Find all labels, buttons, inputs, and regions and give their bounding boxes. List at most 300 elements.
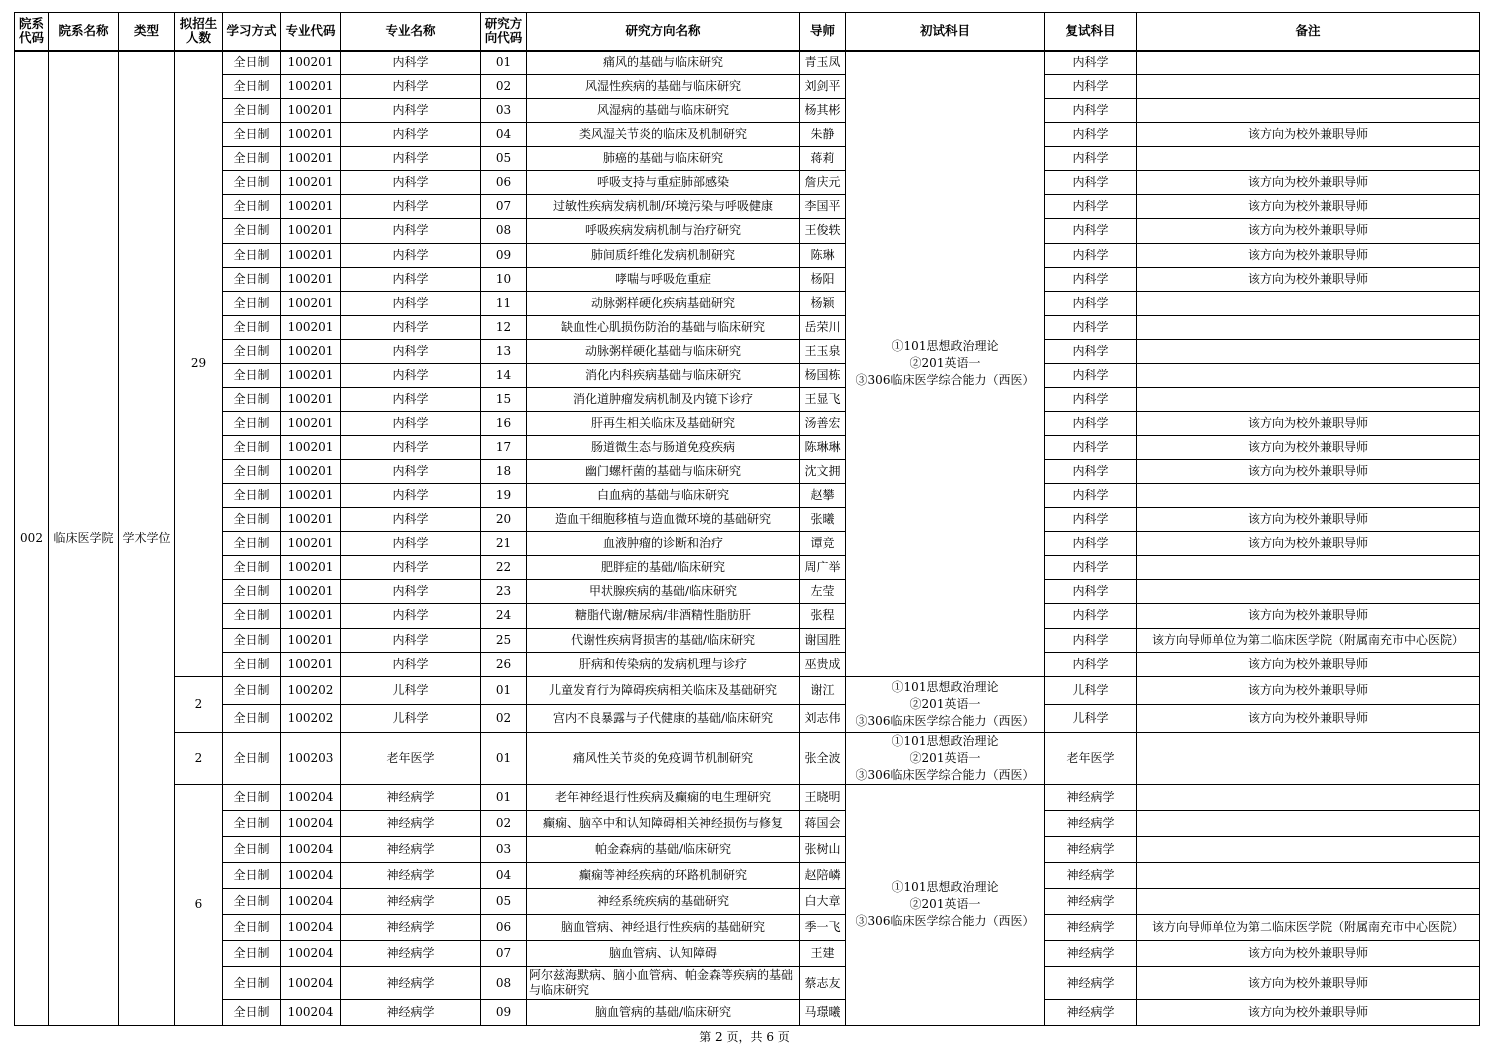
retest-subject-cell: 内科学: [1045, 267, 1137, 291]
advisor-cell: 杨颖: [800, 291, 846, 315]
major-code-cell: 100201: [281, 315, 341, 339]
table-row: [15, 508, 1480, 532]
header-direction-name: 研究方向名称: [527, 13, 800, 51]
major-code-cell: 100201: [281, 147, 341, 171]
direction-code-cell: 20: [481, 508, 527, 532]
major-name-cell: 内科学: [341, 508, 481, 532]
direction-code-cell: 14: [481, 363, 527, 387]
advisor-cell: 王玉泉: [800, 339, 846, 363]
study-mode-cell: 全日制: [223, 863, 281, 889]
direction-name-cell: 脑血管病的基础/临床研究: [527, 999, 800, 1025]
remark-cell: 该方向为校外兼职导师: [1137, 411, 1480, 435]
direction-code-cell: 05: [481, 147, 527, 171]
remark-cell: 该方向为校外兼职导师: [1137, 999, 1480, 1025]
study-mode-cell: 全日制: [223, 732, 281, 784]
prelim-subject-line: ③306临床医学综合能力（西医）: [855, 767, 1035, 782]
advisor-cell: 谢国胜: [800, 628, 846, 652]
advisor-cell: 李国平: [800, 195, 846, 219]
dept-name-cell: 临床医学院: [49, 51, 119, 1026]
direction-name-cell: 神经系统疾病的基础研究: [527, 889, 800, 915]
retest-subject-cell: 内科学: [1045, 628, 1137, 652]
retest-subject-cell: 神经病学: [1045, 915, 1137, 941]
retest-subject-cell: 神经病学: [1045, 784, 1137, 810]
direction-name-cell: 糖脂代谢/糖尿病/非酒精性脂肪肝: [527, 604, 800, 628]
retest-subject-cell: 内科学: [1045, 171, 1137, 195]
major-code-cell: 100201: [281, 508, 341, 532]
prelim-subject-line: ②201英语一: [909, 356, 981, 371]
retest-subject-cell: 内科学: [1045, 387, 1137, 411]
advisor-cell: 蒋莉: [800, 147, 846, 171]
direction-name-cell: 消化道肿瘤发病机制及内镜下诊疗: [527, 387, 800, 411]
direction-code-cell: 19: [481, 484, 527, 508]
remark-cell: [1137, 811, 1480, 837]
advisor-cell: 王建: [800, 941, 846, 967]
major-code-cell: 100204: [281, 967, 341, 999]
advisor-cell: 杨国栋: [800, 363, 846, 387]
advisor-cell: 詹庆元: [800, 171, 846, 195]
major-code-cell: 100201: [281, 411, 341, 435]
advisor-cell: 杨阳: [800, 267, 846, 291]
advisor-cell: 周广举: [800, 556, 846, 580]
major-name-cell: 内科学: [341, 411, 481, 435]
prelim-subject-line: ②201英语一: [909, 750, 981, 765]
direction-name-cell: 幽门螺杆菌的基础与临床研究: [527, 460, 800, 484]
remark-cell: 该方向为校外兼职导师: [1137, 652, 1480, 676]
advisor-cell: 沈文拥: [800, 460, 846, 484]
direction-name-cell: 痛风性关节炎的免疫调节机制研究: [527, 732, 800, 784]
advisor-cell: 巫贵成: [800, 652, 846, 676]
direction-code-cell: 07: [481, 195, 527, 219]
retest-subject-cell: 神经病学: [1045, 811, 1137, 837]
table-row: [15, 676, 1480, 704]
major-name-cell: 神经病学: [341, 889, 481, 915]
table-row: [15, 99, 1480, 123]
study-mode-cell: 全日制: [223, 484, 281, 508]
remark-cell: 该方向为校外兼职导师: [1137, 460, 1480, 484]
remark-cell: [1137, 580, 1480, 604]
prelim-subject-line: ①101思想政治理论: [891, 339, 999, 354]
retest-subject-cell: 神经病学: [1045, 863, 1137, 889]
direction-code-cell: 03: [481, 837, 527, 863]
remark-cell: 该方向为校外兼职导师: [1137, 941, 1480, 967]
direction-code-cell: 13: [481, 339, 527, 363]
direction-code-cell: 08: [481, 967, 527, 999]
direction-name-cell: 脑血管病、神经退行性疾病的基础研究: [527, 915, 800, 941]
direction-code-cell: 07: [481, 941, 527, 967]
major-name-cell: 内科学: [341, 243, 481, 267]
enrollment-table: [14, 12, 1480, 1026]
remark-cell: 该方向为校外兼职导师: [1137, 171, 1480, 195]
table-row: [15, 484, 1480, 508]
prelim-subjects-cell: [846, 51, 1045, 677]
direction-code-cell: 15: [481, 387, 527, 411]
major-code-cell: 100201: [281, 267, 341, 291]
major-name-cell: 神经病学: [341, 915, 481, 941]
study-mode-cell: 全日制: [223, 123, 281, 147]
header-dept-code: 院系代码: [15, 13, 49, 51]
header-study-mode: 学习方式: [223, 13, 281, 51]
study-mode-cell: 全日制: [223, 889, 281, 915]
quota-cell: 6: [175, 784, 223, 1025]
table-row: [15, 999, 1480, 1025]
direction-code-cell: 01: [481, 784, 527, 810]
advisor-cell: 张曦: [800, 508, 846, 532]
remark-cell: [1137, 863, 1480, 889]
major-name-cell: 内科学: [341, 460, 481, 484]
major-name-cell: 内科学: [341, 652, 481, 676]
remark-cell: 该方向为校外兼职导师: [1137, 704, 1480, 732]
direction-name-cell: 痛风的基础与临床研究: [527, 51, 800, 75]
study-mode-cell: 全日制: [223, 363, 281, 387]
remark-cell: 该方向为校外兼职导师: [1137, 267, 1480, 291]
major-code-cell: 100201: [281, 387, 341, 411]
major-name-cell: 内科学: [341, 219, 481, 243]
advisor-cell: 张树山: [800, 837, 846, 863]
table-row: [15, 387, 1480, 411]
advisor-cell: 汤善宏: [800, 411, 846, 435]
retest-subject-cell: 内科学: [1045, 460, 1137, 484]
major-name-cell: 神经病学: [341, 941, 481, 967]
prelim-subjects-cell: [846, 784, 1045, 1025]
table-row: [15, 652, 1480, 676]
table-row: [15, 147, 1480, 171]
direction-code-cell: 01: [481, 732, 527, 784]
retest-subject-cell: 内科学: [1045, 652, 1137, 676]
table-row: [15, 628, 1480, 652]
table-row: [15, 811, 1480, 837]
table-row: [15, 171, 1480, 195]
direction-code-cell: 16: [481, 411, 527, 435]
header-row: [15, 13, 1480, 51]
direction-name-cell: 癫痫、脑卒中和认知障碍相关神经损伤与修复: [527, 811, 800, 837]
table-row: [15, 339, 1480, 363]
study-mode-cell: 全日制: [223, 51, 281, 75]
direction-code-cell: 10: [481, 267, 527, 291]
major-code-cell: 100202: [281, 704, 341, 732]
study-mode-cell: 全日制: [223, 508, 281, 532]
advisor-cell: 季一飞: [800, 915, 846, 941]
table-row: [15, 837, 1480, 863]
prelim-subject-line: ①101思想政治理论: [891, 733, 999, 748]
direction-code-cell: 06: [481, 171, 527, 195]
study-mode-cell: 全日制: [223, 941, 281, 967]
study-mode-cell: 全日制: [223, 99, 281, 123]
direction-name-cell: 类风湿关节炎的临床及机制研究: [527, 123, 800, 147]
direction-code-cell: 17: [481, 436, 527, 460]
direction-code-cell: 21: [481, 532, 527, 556]
direction-name-cell: 哮喘与呼吸危重症: [527, 267, 800, 291]
advisor-cell: 蔡志友: [800, 967, 846, 999]
header-major-code: 专业代码: [281, 13, 341, 51]
advisor-cell: 蒋国会: [800, 811, 846, 837]
major-code-cell: 100201: [281, 652, 341, 676]
major-name-cell: 老年医学: [341, 732, 481, 784]
retest-subject-cell: 内科学: [1045, 580, 1137, 604]
direction-code-cell: 06: [481, 915, 527, 941]
quota-cell: 2: [175, 732, 223, 784]
major-name-cell: 内科学: [341, 436, 481, 460]
direction-name-cell: 癫痫等神经疾病的环路机制研究: [527, 863, 800, 889]
major-name-cell: 神经病学: [341, 837, 481, 863]
prelim-subjects-cell: [846, 676, 1045, 732]
direction-name-cell: 宫内不良暴露与子代健康的基础/临床研究: [527, 704, 800, 732]
study-mode-cell: 全日制: [223, 811, 281, 837]
major-code-cell: 100201: [281, 628, 341, 652]
header-retest-subjects: 复试科目: [1045, 13, 1137, 51]
direction-name-cell: 帕金森病的基础/临床研究: [527, 837, 800, 863]
direction-code-cell: 02: [481, 811, 527, 837]
remark-cell: [1137, 484, 1480, 508]
study-mode-cell: 全日制: [223, 967, 281, 999]
table-row: [15, 580, 1480, 604]
advisor-cell: 张程: [800, 604, 846, 628]
major-code-cell: 100201: [281, 363, 341, 387]
study-mode-cell: 全日制: [223, 628, 281, 652]
study-mode-cell: 全日制: [223, 243, 281, 267]
direction-code-cell: 12: [481, 315, 527, 339]
study-mode-cell: 全日制: [223, 339, 281, 363]
remark-cell: 该方向为校外兼职导师: [1137, 243, 1480, 267]
major-code-cell: 100203: [281, 732, 341, 784]
remark-cell: 该方向为校外兼职导师: [1137, 436, 1480, 460]
remark-cell: [1137, 315, 1480, 339]
advisor-cell: 王晓明: [800, 784, 846, 810]
table-row: [15, 915, 1480, 941]
study-mode-cell: 全日制: [223, 652, 281, 676]
major-name-cell: 内科学: [341, 628, 481, 652]
remark-cell: 该方向导师单位为第二临床医学院（附属南充市中心医院）: [1137, 915, 1480, 941]
direction-code-cell: 09: [481, 999, 527, 1025]
advisor-cell: 青玉凤: [800, 51, 846, 75]
retest-subject-cell: 老年医学: [1045, 732, 1137, 784]
major-code-cell: 100201: [281, 243, 341, 267]
direction-name-cell: 肝病和传染病的发病机理与诊疗: [527, 652, 800, 676]
major-code-cell: 100204: [281, 811, 341, 837]
study-mode-cell: 全日制: [223, 784, 281, 810]
direction-name-cell: 甲状腺疾病的基础/临床研究: [527, 580, 800, 604]
major-name-cell: 内科学: [341, 171, 481, 195]
prelim-subject-line: ②201英语一: [909, 696, 981, 711]
remark-cell: 该方向为校外兼职导师: [1137, 195, 1480, 219]
direction-code-cell: 23: [481, 580, 527, 604]
remark-cell: [1137, 75, 1480, 99]
retest-subject-cell: 内科学: [1045, 508, 1137, 532]
direction-name-cell: 过敏性疾病发病机制/环境污染与呼吸健康: [527, 195, 800, 219]
header-advisor: 导师: [800, 13, 846, 51]
direction-name-cell: 肺间质纤维化发病机制研究: [527, 243, 800, 267]
page-footer: 第 2 页，共 6 页: [699, 1030, 790, 1044]
retest-subject-cell: 儿科学: [1045, 704, 1137, 732]
advisor-cell: 白大章: [800, 889, 846, 915]
major-name-cell: 内科学: [341, 147, 481, 171]
major-code-cell: 100201: [281, 219, 341, 243]
prelim-subject-line: ③306临床医学综合能力（西医）: [855, 713, 1035, 728]
retest-subject-cell: 内科学: [1045, 51, 1137, 75]
study-mode-cell: 全日制: [223, 75, 281, 99]
table-body: [15, 51, 1480, 1026]
remark-cell: 该方向为校外兼职导师: [1137, 508, 1480, 532]
quota-cell: 2: [175, 676, 223, 732]
study-mode-cell: 全日制: [223, 704, 281, 732]
retest-subject-cell: 神经病学: [1045, 967, 1137, 999]
table-row: [15, 219, 1480, 243]
retest-subject-cell: 内科学: [1045, 291, 1137, 315]
table-row: [15, 556, 1480, 580]
major-name-cell: 内科学: [341, 580, 481, 604]
major-code-cell: 100201: [281, 291, 341, 315]
table-row: [15, 704, 1480, 732]
direction-code-cell: 04: [481, 123, 527, 147]
study-mode-cell: 全日制: [223, 267, 281, 291]
advisor-cell: 左莹: [800, 580, 846, 604]
direction-code-cell: 01: [481, 51, 527, 75]
retest-subject-cell: 神经病学: [1045, 837, 1137, 863]
major-name-cell: 内科学: [341, 363, 481, 387]
major-name-cell: 内科学: [341, 51, 481, 75]
prelim-subject-line: ③306临床医学综合能力（西医）: [855, 914, 1035, 929]
remark-cell: 该方向为校外兼职导师: [1137, 219, 1480, 243]
major-name-cell: 内科学: [341, 532, 481, 556]
retest-subject-cell: 内科学: [1045, 315, 1137, 339]
retest-subject-cell: 神经病学: [1045, 941, 1137, 967]
study-mode-cell: 全日制: [223, 604, 281, 628]
direction-name-cell: 动脉粥样硬化基础与临床研究: [527, 339, 800, 363]
direction-name-cell: 风湿病的基础与临床研究: [527, 99, 800, 123]
major-code-cell: 100201: [281, 123, 341, 147]
direction-name-cell: 风湿性疾病的基础与临床研究: [527, 75, 800, 99]
degree-type-cell: 学术学位: [119, 51, 175, 1026]
remark-cell: [1137, 387, 1480, 411]
major-code-cell: 100201: [281, 171, 341, 195]
header-remark: 备注: [1137, 13, 1480, 51]
dept-code-cell: 002: [15, 51, 49, 1026]
advisor-cell: 陈琳: [800, 243, 846, 267]
remark-cell: [1137, 339, 1480, 363]
direction-code-cell: 02: [481, 75, 527, 99]
direction-code-cell: 04: [481, 863, 527, 889]
direction-code-cell: 25: [481, 628, 527, 652]
major-code-cell: 100201: [281, 484, 341, 508]
major-name-cell: 神经病学: [341, 999, 481, 1025]
remark-cell: 该方向为校外兼职导师: [1137, 604, 1480, 628]
header-prelim-subjects: 初试科目: [846, 13, 1045, 51]
prelim-subjects-cell: [846, 732, 1045, 784]
retest-subject-cell: 内科学: [1045, 436, 1137, 460]
study-mode-cell: 全日制: [223, 315, 281, 339]
table-row: [15, 784, 1480, 810]
remark-cell: 该方向为校外兼职导师: [1137, 967, 1480, 999]
major-name-cell: 内科学: [341, 556, 481, 580]
table-row: [15, 411, 1480, 435]
remark-cell: [1137, 291, 1480, 315]
direction-code-cell: 08: [481, 219, 527, 243]
table-row: [15, 967, 1480, 999]
direction-name-cell: 老年神经退行性疾病及癫痫的电生理研究: [527, 784, 800, 810]
study-mode-cell: 全日制: [223, 436, 281, 460]
advisor-cell: 马璟曦: [800, 999, 846, 1025]
study-mode-cell: 全日制: [223, 171, 281, 195]
direction-name-cell: 血液肿瘤的诊断和治疗: [527, 532, 800, 556]
advisor-cell: 赵攀: [800, 484, 846, 508]
advisor-cell: 张全波: [800, 732, 846, 784]
major-code-cell: 100204: [281, 863, 341, 889]
study-mode-cell: 全日制: [223, 291, 281, 315]
major-code-cell: 100201: [281, 604, 341, 628]
remark-cell: [1137, 99, 1480, 123]
advisor-cell: 赵陪嶙: [800, 863, 846, 889]
study-mode-cell: 全日制: [223, 147, 281, 171]
major-name-cell: 内科学: [341, 604, 481, 628]
retest-subject-cell: 内科学: [1045, 411, 1137, 435]
major-code-cell: 100201: [281, 532, 341, 556]
major-name-cell: 内科学: [341, 195, 481, 219]
retest-subject-cell: 内科学: [1045, 123, 1137, 147]
table-row: [15, 195, 1480, 219]
major-name-cell: 内科学: [341, 75, 481, 99]
direction-name-cell: 呼吸支持与重症肺部感染: [527, 171, 800, 195]
remark-cell: 该方向导师单位为第二临床医学院（附属南充市中心医院）: [1137, 628, 1480, 652]
major-name-cell: 内科学: [341, 339, 481, 363]
header-dept-name: 院系名称: [49, 13, 119, 51]
direction-code-cell: 09: [481, 243, 527, 267]
study-mode-cell: 全日制: [223, 556, 281, 580]
retest-subject-cell: 内科学: [1045, 484, 1137, 508]
direction-code-cell: 18: [481, 460, 527, 484]
major-code-cell: 100202: [281, 676, 341, 704]
major-name-cell: 神经病学: [341, 784, 481, 810]
retest-subject-cell: 内科学: [1045, 147, 1137, 171]
retest-subject-cell: 内科学: [1045, 363, 1137, 387]
prelim-subject-line: ③306临床医学综合能力（西医）: [855, 373, 1035, 388]
header-major-name: 专业名称: [341, 13, 481, 51]
advisor-cell: 王俊轶: [800, 219, 846, 243]
remark-cell: [1137, 837, 1480, 863]
direction-code-cell: 11: [481, 291, 527, 315]
major-code-cell: 100201: [281, 75, 341, 99]
table-row: [15, 732, 1480, 784]
major-name-cell: 神经病学: [341, 811, 481, 837]
advisor-cell: 朱静: [800, 123, 846, 147]
retest-subject-cell: 儿科学: [1045, 676, 1137, 704]
major-code-cell: 100201: [281, 436, 341, 460]
remark-cell: [1137, 732, 1480, 784]
table-row: [15, 123, 1480, 147]
table-row: [15, 291, 1480, 315]
table-row: [15, 863, 1480, 889]
major-code-cell: 100204: [281, 915, 341, 941]
study-mode-cell: 全日制: [223, 915, 281, 941]
major-code-cell: 100201: [281, 556, 341, 580]
major-code-cell: 100204: [281, 999, 341, 1025]
remark-cell: [1137, 889, 1480, 915]
study-mode-cell: 全日制: [223, 411, 281, 435]
major-name-cell: 儿科学: [341, 704, 481, 732]
study-mode-cell: 全日制: [223, 837, 281, 863]
direction-name-cell: 肠道微生态与肠道免疫疾病: [527, 436, 800, 460]
remark-cell: [1137, 51, 1480, 75]
direction-name-cell: 儿童发育行为障碍疾病相关临床及基础研究: [527, 676, 800, 704]
retest-subject-cell: 神经病学: [1045, 999, 1137, 1025]
direction-code-cell: 22: [481, 556, 527, 580]
remark-cell: [1137, 363, 1480, 387]
quota-cell: 29: [175, 51, 223, 677]
direction-name-cell: 缺血性心肌损伤防治的基础与临床研究: [527, 315, 800, 339]
table-row: [15, 436, 1480, 460]
major-name-cell: 神经病学: [341, 967, 481, 999]
direction-name-cell: 造血干细胞移植与造血微环境的基础研究: [527, 508, 800, 532]
retest-subject-cell: 内科学: [1045, 219, 1137, 243]
major-name-cell: 儿科学: [341, 676, 481, 704]
